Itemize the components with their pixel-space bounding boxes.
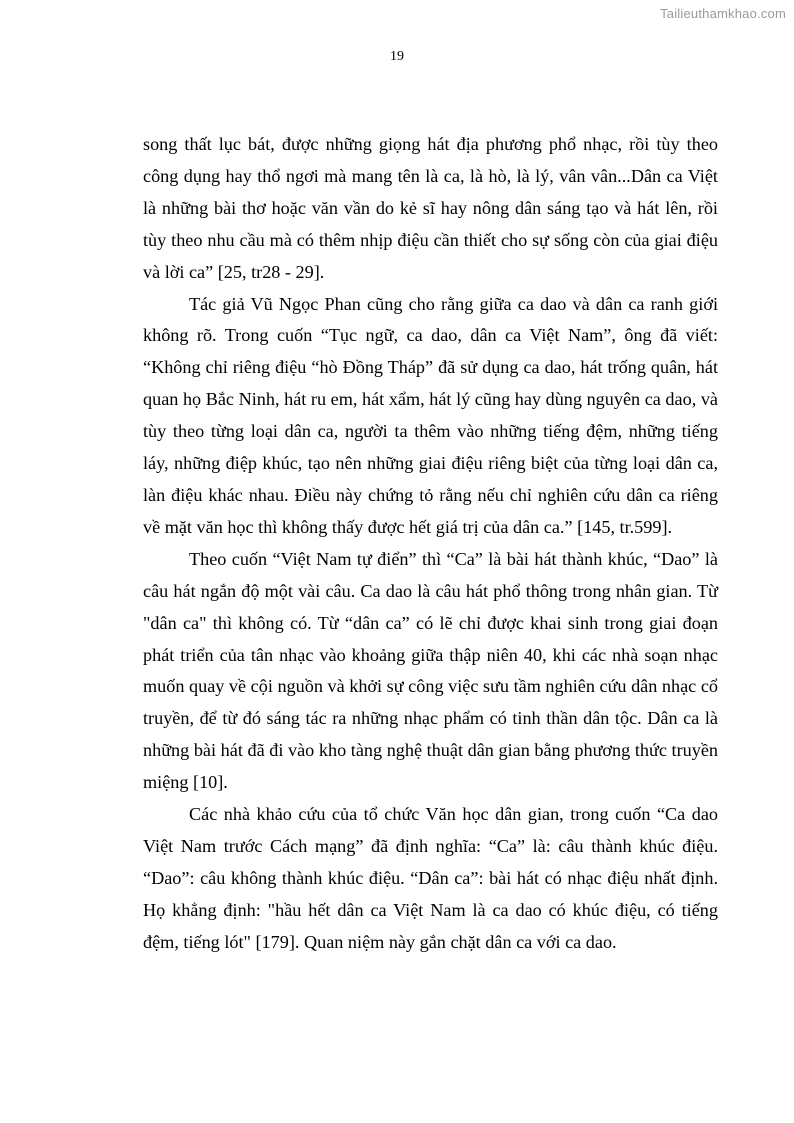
- paragraph-continuation: song thất lục bát, được những giọng hát địa phương phổ nhạc, rồi tùy theo công dụng hay thổ ngơi mà mang tên là ca, là hò, là lý, vân vân...Dân ca Việt là những bài thơ hoặc văn vần do kẻ sĩ hay nông dân sáng tạo và hát lên, rồi tùy theo nhu cầu mà có thêm nhịp điệu cần thiết cho sự sống còn của giai điệu và lời ca” [25, tr28 - 29].: [143, 134, 718, 282]
- watermark: Tailieuthamkhao.com: [660, 6, 786, 21]
- paragraph-van-hoc-dan-gian: Các nhà khảo cứu của tổ chức Văn học dân gian, trong cuốn “Ca dao Việt Nam trước Cách mạng” đã định nghĩa: “Ca” là: câu thành khúc điệu. “Dao”: câu không thành khúc điệu. “Dân ca”: bài hát có nhạc điệu nhất định. Họ khẳng định: "hầu hết dân ca Việt Nam là ca dao có khúc điệu, có tiếng đệm, tiếng lót" [179]. Quan niệm này gắn chặt dân ca với ca dao.: [143, 804, 718, 952]
- document-body: [143, 129, 718, 959]
- page-number: 19: [390, 49, 404, 64]
- paragraph-vu-ngoc-phan: Tác giả Vũ Ngọc Phan cũng cho rằng giữa ca dao và dân ca ranh giới không rõ. Trong cuốn “Tục ngữ, ca dao, dân ca Việt Nam”, ông đã viết: “Không chỉ riêng điệu “hò Đồng Tháp” đã sử dụng ca dao, hát trống quân, hát quan họ Bắc Ninh, hát ru em, hát xẩm, hát lý cũng hay dùng nguyên ca dao, và tùy theo từng loại dân ca, người ta thêm vào những tiếng đệm, những tiếng láy, những điệp khúc, tạo nên những giai điệu riêng biệt của từng loại dân ca, làn điệu khác nhau. Điều này chứng tỏ rằng nếu chỉ nghiên cứu dân ca riêng về mặt văn học thì không thấy được hết giá trị của dân ca.” [145, tr.599].: [143, 293, 718, 537]
- paragraph-viet-nam-tu-dien: Theo cuốn “Việt Nam tự điển” thì “Ca” là bài hát thành khúc, “Dao” là câu hát ngắn độ một vài câu. Ca dao là câu hát phổ thông trong nhân gian. Từ "dân ca" thì không có. Từ “dân ca” có lẽ chỉ được khai sinh trong giai đoạn phát triển của tân nhạc vào khoảng giữa thập niên 40, khi các nhà soạn nhạc muốn quay về cội nguồn và khởi sự công việc sưu tầm nghiên cứu dân nhạc cổ truyền, để từ đó sáng tác ra những nhạc phẩm có tinh thần dân tộc. Dân ca là những bài hát đã đi vào kho tàng nghệ thuật dân gian bằng phương thức truyền miệng [10].: [143, 548, 718, 793]
